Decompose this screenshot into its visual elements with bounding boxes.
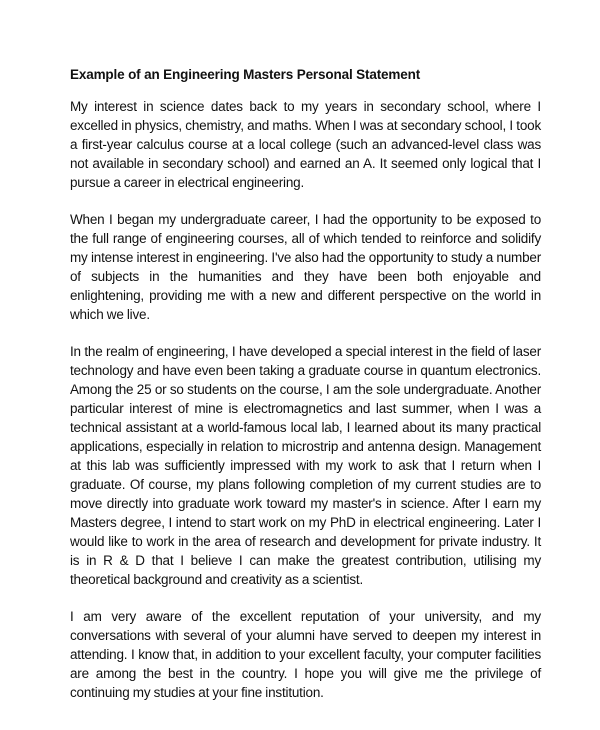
paragraph-2: When I began my undergraduate career, I had the opportunity to be exposed to the full range of engineering courses, all of which tended to reinforce and solidify my intense interest in engineering. I've also had the opportunity to study a number of subjects in the humanities and they have been both enjoyable and enlightening, providing me with a new and different perspective on the world in which we live. [70,212,541,322]
document-title: Example of an Engineering Masters Personal Statement [70,67,421,82]
paragraph-3: In the realm of engineering, I have developed a special interest in the field of laser technology and have even been taking a graduate course in quantum electronics. Among the 25 or so students on the course, I am the sole undergraduate. Another particular interest of mine is electromagnetics and last summer, when I was a technical assistant at a world-famous local lab, I learned about its many practical applications, especially in relation to microstrip and antenna design. Management at this lab was sufficiently impressed with my work to ask that I return when I graduate. Of course, my plans following completion of my current studies are to move directly into graduate work toward my master's in science. After I earn my Masters degree, I intend to start work on my PhD in electrical engineering. Later I would like to work in the area of research and development for private industry. It is in R & D that I believe I can make the greatest contribution, utilising my theoretical background and creativity as a scientist. [70,344,541,587]
paragraph-1: My interest in science dates back to my years in secondary school, where I excelled in physics, chemistry, and maths. When I was at secondary school, I took a first-year calculus course at a local college (such an advanced-level class was not available in secondary school) and earned an A. It seemed only logical that I pursue a career in electrical engineering. [70,99,541,190]
paragraph-4: I am very aware of the excellent reputation of your university, and my conversations with several of your alumni have served to deepen my interest in attending. I know that, in addition to your excellent faculty, your computer facilities are among the best in the country. I hope you will give me the privilege of continuing my studies at your fine institution. [70,609,541,700]
